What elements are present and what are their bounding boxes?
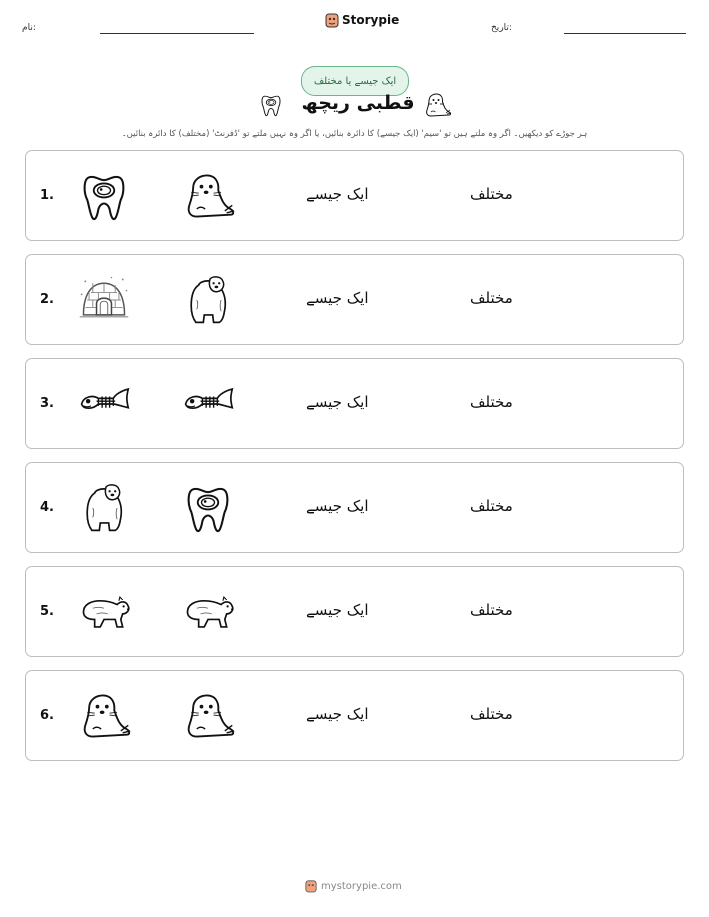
same-option[interactable]: ایک جیسے: [306, 601, 369, 619]
exercise-row-5: [25, 566, 684, 657]
walking-bear-icon: [76, 584, 132, 640]
brand-logo: [325, 12, 399, 28]
topic-tag: ایک جیسے یا مختلف: [301, 66, 409, 96]
row-number: 6.: [40, 708, 54, 723]
instructions: ہر جوڑے کو دیکھیں۔ اگر وہ ملتے ہیں تو 'سیم' (ایک جیسے) کا دائرہ بنائیں، یا اگر وہ نہیں ملتے تو 'ڈفرنٹ' (مختلف) کا دائرہ بنائیں۔: [121, 129, 588, 139]
fish-skeleton-icon: [76, 376, 132, 432]
page-title: قطبی ریچھ: [301, 92, 415, 114]
different-option[interactable]: مختلف: [470, 497, 513, 515]
exercise-row-3: [25, 358, 684, 449]
tooth-icon: [258, 91, 284, 119]
storypie-mascot-icon: [305, 879, 317, 893]
fish-skeleton-icon: [180, 376, 236, 432]
row-number: 4.: [40, 500, 54, 515]
same-option[interactable]: ایک جیسے: [306, 185, 369, 203]
seal-icon: [421, 90, 453, 120]
footer: [305, 879, 402, 893]
seal-icon: [180, 688, 236, 744]
same-option[interactable]: ایک جیسے: [306, 289, 369, 307]
tooth-icon: [180, 480, 236, 536]
different-option[interactable]: مختلف: [470, 601, 513, 619]
row-number: 5.: [40, 604, 54, 619]
seal-icon: [76, 688, 132, 744]
different-option[interactable]: مختلف: [470, 185, 513, 203]
exercise-row-6: [25, 670, 684, 761]
walking-bear-icon: [180, 584, 236, 640]
brand-name: Storypie: [342, 13, 400, 27]
row-number: 1.: [40, 188, 54, 203]
exercise-row-1: [25, 150, 684, 241]
storypie-mascot-icon: [325, 12, 339, 28]
name-line[interactable]: [100, 33, 254, 34]
same-option[interactable]: ایک جیسے: [306, 393, 369, 411]
footer-url[interactable]: mystorypie.com: [321, 880, 402, 892]
igloo-icon: [76, 272, 132, 328]
polar-bear-icon: [76, 480, 132, 536]
polar-bear-icon: [180, 272, 236, 328]
same-option[interactable]: ایک جیسے: [306, 497, 369, 515]
exercise-row-2: [25, 254, 684, 345]
row-number: 2.: [40, 292, 54, 307]
different-option[interactable]: مختلف: [470, 393, 513, 411]
different-option[interactable]: مختلف: [470, 289, 513, 307]
name-label: نام:: [22, 23, 36, 33]
seal-icon: [180, 168, 236, 224]
row-number: 3.: [40, 396, 54, 411]
different-option[interactable]: مختلف: [470, 705, 513, 723]
date-line[interactable]: [564, 33, 686, 34]
same-option[interactable]: ایک جیسے: [306, 705, 369, 723]
exercise-row-4: [25, 462, 684, 553]
date-label: تاریخ:: [491, 23, 512, 33]
tooth-icon: [76, 168, 132, 224]
